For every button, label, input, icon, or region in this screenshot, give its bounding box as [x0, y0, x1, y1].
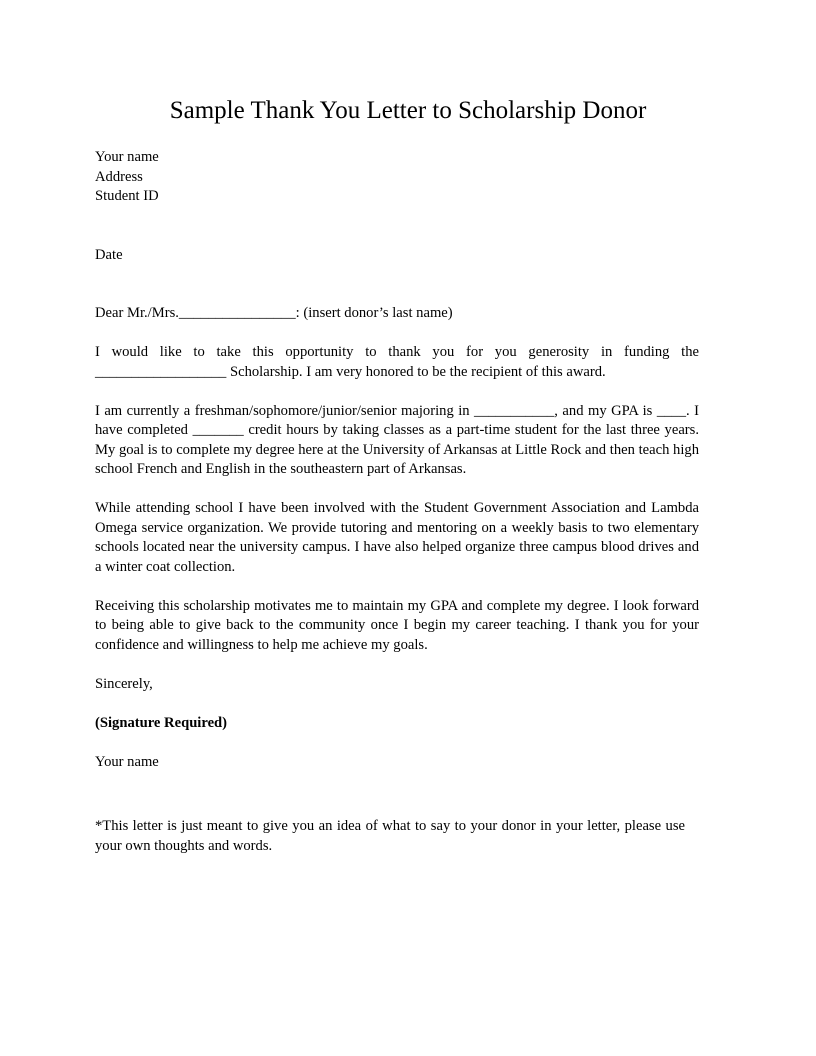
paragraph-activities: While attending school I have been involved with the Student Government Association and Lambda Omega service organization. We provide tutoring and mentoring on a weekly basis to two elementary schools located near the university campus. I have also helped organize three campus blood drives and a winter coat collection. — [95, 500, 699, 575]
sender-address: Address — [95, 168, 143, 185]
closing: Sincerely, — [95, 675, 153, 692]
letter-body — [95, 148, 699, 772]
sender-name: Your name — [95, 149, 159, 165]
signoff-name: Your name — [95, 753, 159, 770]
sender-block — [95, 148, 699, 207]
footnote: *This letter is just meant to give you an idea of what to say to your donor in your letter, please use your own thoughts and words. — [95, 818, 685, 854]
salutation: Dear Mr./Mrs.________________: (insert donor’s last name) — [95, 305, 453, 321]
letter-date: Date — [95, 246, 123, 263]
signature-placeholder: (Signature Required) — [95, 714, 228, 731]
paragraph-thanks: I would like to take this opportunity to thank you for you generosity in funding the __________________ Scholarship. I am very honored to be the recipient of this award. — [95, 344, 699, 380]
document-title: Sample Thank You Letter to Scholarship Donor — [169, 97, 647, 124]
sender-student-id: Student ID — [95, 188, 159, 204]
paragraph-studies: I am currently a freshman/sophomore/junior/senior majoring in ___________, and my GPA is ____. I have completed _______ credit hours by taking classes as a part-time student for the last three years. My goal is to complete my degree here at the University of Arkansas at Little Rock and then teach high school French and English in the southeastern part of Arkansas. — [95, 402, 699, 477]
paragraph-motivation: Receiving this scholarship motivates me to maintain my GPA and complete my degree. I look forward to being able to give back to the community once I begin my career teaching. I thank you for your confidence and willingness to help me achieve my goals. — [95, 597, 699, 653]
